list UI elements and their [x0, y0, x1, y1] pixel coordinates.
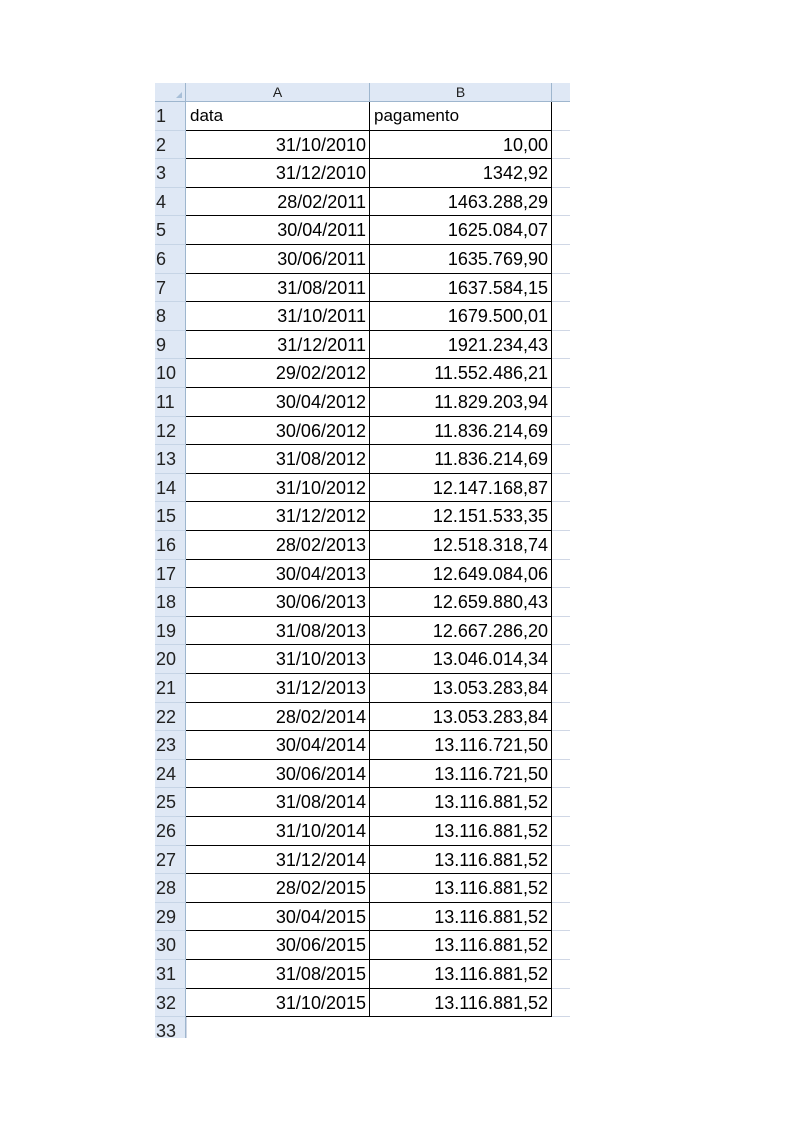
row-number[interactable]: 20: [155, 645, 186, 674]
cell-payment[interactable]: 13.046.014,34: [370, 645, 552, 674]
table-row: [155, 331, 570, 360]
cell-payment[interactable]: 13.116.881,52: [370, 846, 552, 875]
table-row: [155, 159, 570, 188]
table-row: [155, 531, 570, 560]
row-number[interactable]: 4: [155, 188, 186, 217]
table-row: [155, 760, 570, 789]
select-all-corner[interactable]: [155, 83, 186, 102]
table-row: [155, 359, 570, 388]
cell-payment[interactable]: 1635.769,90: [370, 245, 552, 274]
cell-date[interactable]: 31/12/2013: [186, 674, 370, 703]
row-number[interactable]: 25: [155, 788, 186, 817]
row-number[interactable]: 8: [155, 302, 186, 331]
row-number[interactable]: 21: [155, 674, 186, 703]
cell-date[interactable]: 30/06/2013: [186, 588, 370, 617]
table-row: [155, 703, 570, 732]
cell-date[interactable]: 28/02/2013: [186, 531, 370, 560]
table-row: [155, 274, 570, 303]
row-number[interactable]: 19: [155, 617, 186, 646]
cell-date[interactable]: 30/04/2014: [186, 731, 370, 760]
row-number[interactable]: 16: [155, 531, 186, 560]
select-all-triangle-icon: [176, 92, 182, 98]
row-number[interactable]: 22: [155, 703, 186, 732]
column-header-b[interactable]: B: [370, 83, 552, 102]
row-number[interactable]: 3: [155, 159, 186, 188]
cell-payment[interactable]: 13.116.881,52: [370, 874, 552, 903]
cell-payment[interactable]: 11.836.214,69: [370, 445, 552, 474]
cell-payment[interactable]: 12.151.533,35: [370, 502, 552, 531]
cell-a-header[interactable]: data: [186, 102, 370, 131]
table-row: [155, 817, 570, 846]
cell-payment[interactable]: 13.116.721,50: [370, 731, 552, 760]
cell-date[interactable]: 30/04/2012: [186, 388, 370, 417]
cell-payment[interactable]: 11.552.486,21: [370, 359, 552, 388]
cell-date[interactable]: 31/12/2014: [186, 846, 370, 875]
cell-payment[interactable]: 13.116.881,52: [370, 931, 552, 960]
cell-date[interactable]: 31/10/2014: [186, 817, 370, 846]
row-number[interactable]: 31: [155, 960, 186, 989]
row-number[interactable]: 29: [155, 903, 186, 932]
table-row: [155, 731, 570, 760]
table-row: [155, 302, 570, 331]
cell-b-header[interactable]: pagamento: [370, 102, 552, 131]
cell-date[interactable]: 31/12/2012: [186, 502, 370, 531]
table-row: [155, 417, 570, 446]
row-number[interactable]: 24: [155, 760, 186, 789]
row-number[interactable]: 30: [155, 931, 186, 960]
cell-payment[interactable]: 13.053.283,84: [370, 674, 552, 703]
column-header-c-partial[interactable]: [552, 83, 570, 102]
table-row: [155, 502, 570, 531]
cell-payment[interactable]: 13.053.283,84: [370, 703, 552, 732]
cell-date[interactable]: 31/08/2014: [186, 788, 370, 817]
column-header-a[interactable]: A: [186, 83, 370, 102]
table-row: [155, 188, 570, 217]
table-row: [155, 445, 570, 474]
row-number[interactable]: 14: [155, 474, 186, 503]
cell-date[interactable]: 30/06/2012: [186, 417, 370, 446]
row-number[interactable]: 23: [155, 731, 186, 760]
cell-payment[interactable]: 13.116.881,52: [370, 989, 552, 1018]
cell-date[interactable]: 31/08/2013: [186, 617, 370, 646]
row-number[interactable]: 5: [155, 216, 186, 245]
cell-payment[interactable]: 12.659.880,43: [370, 588, 552, 617]
spreadsheet: [155, 83, 570, 1038]
cell-payment[interactable]: 11.836.214,69: [370, 417, 552, 446]
cell-payment[interactable]: 12.147.168,87: [370, 474, 552, 503]
table-row: [155, 903, 570, 932]
cell-date[interactable]: 30/04/2013: [186, 560, 370, 589]
table-row: [155, 874, 570, 903]
table-row: [155, 617, 570, 646]
cell-date[interactable]: 30/04/2015: [186, 903, 370, 932]
table-row: [155, 388, 570, 417]
cell-payment[interactable]: 1921.234,43: [370, 331, 552, 360]
table-row: [155, 846, 570, 875]
row-number[interactable]: 10: [155, 359, 186, 388]
row-number[interactable]: 28: [155, 874, 186, 903]
cell-date[interactable]: 31/12/2011: [186, 331, 370, 360]
row-number[interactable]: 7: [155, 274, 186, 303]
row-number[interactable]: 17: [155, 560, 186, 589]
cell-payment[interactable]: 1625.084,07: [370, 216, 552, 245]
cell-payment[interactable]: 12.667.286,20: [370, 617, 552, 646]
cell-date[interactable]: 30/06/2015: [186, 931, 370, 960]
table-row: [155, 989, 570, 1018]
cell-date[interactable]: 31/10/2013: [186, 645, 370, 674]
cell-payment[interactable]: 1679.500,01: [370, 302, 552, 331]
row-number[interactable]: 12: [155, 417, 186, 446]
row-number[interactable]: 2: [155, 131, 186, 160]
table-row: [155, 560, 570, 589]
cell-payment[interactable]: 1637.584,15: [370, 274, 552, 303]
cell-date[interactable]: 30/06/2011: [186, 245, 370, 274]
cell-payment[interactable]: 13.116.881,52: [370, 817, 552, 846]
table-row-partial: [155, 1017, 570, 1038]
cell-payment[interactable]: 11.829.203,94: [370, 388, 552, 417]
cell-date[interactable]: 31/10/2012: [186, 474, 370, 503]
table-row: [155, 931, 570, 960]
row-number[interactable]: 11: [155, 388, 186, 417]
row-number[interactable]: 18: [155, 588, 186, 617]
cell-date[interactable]: 31/10/2015: [186, 989, 370, 1018]
cell-date[interactable]: 28/02/2011: [186, 188, 370, 217]
row-number[interactable]: 15: [155, 502, 186, 531]
cell-payment[interactable]: 12.518.318,74: [370, 531, 552, 560]
cell-date[interactable]: 31/08/2015: [186, 960, 370, 989]
table-row: [155, 788, 570, 817]
row-number[interactable]: 9: [155, 331, 186, 360]
table-row-header: [155, 102, 570, 131]
cell-date[interactable]: 30/04/2011: [186, 216, 370, 245]
cell-date[interactable]: 31/10/2011: [186, 302, 370, 331]
table-row: [155, 960, 570, 989]
cell-date[interactable]: 29/02/2012: [186, 359, 370, 388]
cell-date[interactable]: 31/10/2010: [186, 131, 370, 160]
row-number[interactable]: 32: [155, 989, 186, 1018]
table-row: [155, 245, 570, 274]
cell-date[interactable]: 31/08/2011: [186, 274, 370, 303]
table-row: [155, 131, 570, 160]
cell-date[interactable]: 31/08/2012: [186, 445, 370, 474]
table-row: [155, 216, 570, 245]
cell-payment[interactable]: 13.116.881,52: [370, 960, 552, 989]
table-row: [155, 645, 570, 674]
row-number[interactable]: 26: [155, 817, 186, 846]
row-number[interactable]: 13: [155, 445, 186, 474]
cell-payment[interactable]: 1463.288,29: [370, 188, 552, 217]
table-row: [155, 674, 570, 703]
cell-date[interactable]: 28/02/2015: [186, 874, 370, 903]
cell-payment[interactable]: 1342,92: [370, 159, 552, 188]
cell-payment[interactable]: 13.116.881,52: [370, 788, 552, 817]
cell-payment[interactable]: 13.116.721,50: [370, 760, 552, 789]
cell-date-empty[interactable]: [186, 1017, 370, 1038]
cell-payment[interactable]: 10,00: [370, 131, 552, 160]
table-row: [155, 588, 570, 617]
row-number[interactable]: 33: [155, 1017, 186, 1038]
row-number[interactable]: 6: [155, 245, 186, 274]
table-row: [155, 474, 570, 503]
row-number[interactable]: 1: [155, 102, 186, 131]
cell-date[interactable]: 28/02/2014: [186, 703, 370, 732]
cell-date[interactable]: 31/12/2010: [186, 159, 370, 188]
cell-payment[interactable]: 13.116.881,52: [370, 903, 552, 932]
cell-date[interactable]: 30/06/2014: [186, 760, 370, 789]
cell-payment[interactable]: 12.649.084,06: [370, 560, 552, 589]
row-number[interactable]: 27: [155, 846, 186, 875]
